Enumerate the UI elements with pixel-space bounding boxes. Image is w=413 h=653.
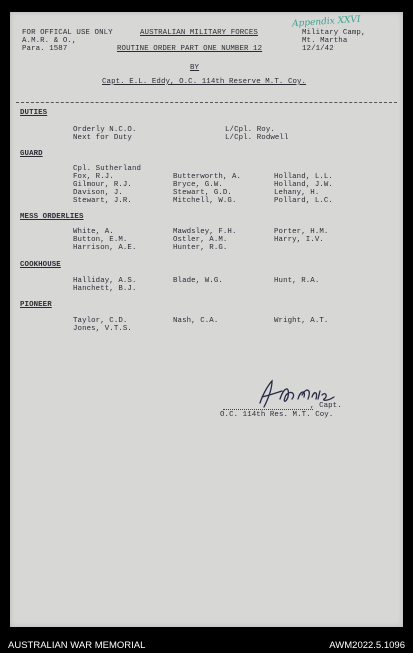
by-label: BY bbox=[190, 64, 200, 72]
list-item: Cpl. Sutherland bbox=[73, 165, 142, 173]
list-item: Fox, R.J. bbox=[73, 173, 114, 181]
list-item: Stewart, J.R. bbox=[73, 197, 132, 205]
header-date: 12/1/42 bbox=[302, 45, 334, 53]
footer-accession-number: AWM2022.5.1096 bbox=[329, 640, 405, 651]
list-item: Taylor, C.D. bbox=[73, 317, 128, 325]
list-item: Hanchett, B.J. bbox=[73, 285, 137, 293]
list-item: Ostler, A.M. bbox=[173, 236, 228, 244]
duty-role: Orderly N.C.O. bbox=[73, 126, 137, 134]
section-title-duties: DUTIES bbox=[20, 109, 48, 117]
list-item: Button, E.M. bbox=[73, 236, 128, 244]
list-item: Wright, A.T. bbox=[274, 317, 329, 325]
header-location-2: Mt. Martha bbox=[302, 37, 348, 45]
list-item: Blade, W.G. bbox=[173, 277, 223, 285]
duty-person: L/Cpl. Roy. bbox=[225, 126, 275, 134]
duty-role: Next for Duty bbox=[73, 134, 132, 142]
signature-line bbox=[223, 409, 313, 410]
signature-title: O.C. 114th Res. M.T. Coy. bbox=[220, 411, 334, 419]
list-item: Davison, J. bbox=[73, 189, 123, 197]
list-item: Hunter, R.G. bbox=[173, 244, 228, 252]
signature-rank: , Capt. bbox=[310, 402, 342, 410]
list-item: Halliday, A.S. bbox=[73, 277, 137, 285]
header-classification: FOR OFFICAL USE ONLY bbox=[22, 29, 113, 37]
duty-person: L/Cpl. Rodwell bbox=[225, 134, 289, 142]
list-item: Hunt, R.A. bbox=[274, 277, 320, 285]
list-item: Holland, L.L. bbox=[274, 173, 333, 181]
list-item: Mitchell, W.G. bbox=[173, 197, 237, 205]
list-item: White, A. bbox=[73, 228, 114, 236]
section-title-cookhouse: COOKHOUSE bbox=[20, 261, 61, 269]
header-order-title: ROUTINE ORDER PART ONE NUMBER 12 bbox=[117, 45, 263, 53]
header-location: Military Camp, bbox=[302, 29, 366, 37]
handwritten-annotation: Appendix XXVI bbox=[291, 14, 361, 30]
list-item: Nash, C.A. bbox=[173, 317, 219, 325]
list-item: Lehany, H. bbox=[274, 189, 320, 197]
section-title-mess-orderlies: MESS ORDERLIES bbox=[20, 213, 84, 221]
header-divider bbox=[16, 102, 397, 103]
list-item: Porter, H.M. bbox=[274, 228, 329, 236]
list-item: Harrison, A.E. bbox=[73, 244, 137, 252]
header-para: Para. 1587 bbox=[22, 45, 68, 53]
list-item: Butterworth, A. bbox=[173, 173, 242, 181]
document-page bbox=[10, 12, 403, 627]
section-title-pioneer: PIONEER bbox=[20, 301, 52, 309]
list-item: Harry, I.V. bbox=[274, 236, 324, 244]
list-item: Holland, J.W. bbox=[274, 181, 333, 189]
list-item: Bryce, G.W. bbox=[173, 181, 223, 189]
issuer: Capt. E.L. Eddy, O.C. 114th Reserve M.T. Coy. bbox=[102, 78, 307, 86]
footer-institution: AUSTRALIAN WAR MEMORIAL bbox=[8, 640, 146, 651]
list-item: Stewart, G.D. bbox=[173, 189, 232, 197]
header-reference: A.M.R. & O., bbox=[22, 37, 77, 45]
list-item: Jones, V.T.S. bbox=[73, 325, 132, 333]
list-item: Gilmour, R.J. bbox=[73, 181, 132, 189]
list-item: Mawdsley, F.H. bbox=[173, 228, 237, 236]
section-title-guard: GUARD bbox=[20, 150, 43, 158]
header-forces: AUSTRALIAN MILITARY FORCES bbox=[140, 29, 258, 37]
list-item: Pollard, L.C. bbox=[274, 197, 333, 205]
